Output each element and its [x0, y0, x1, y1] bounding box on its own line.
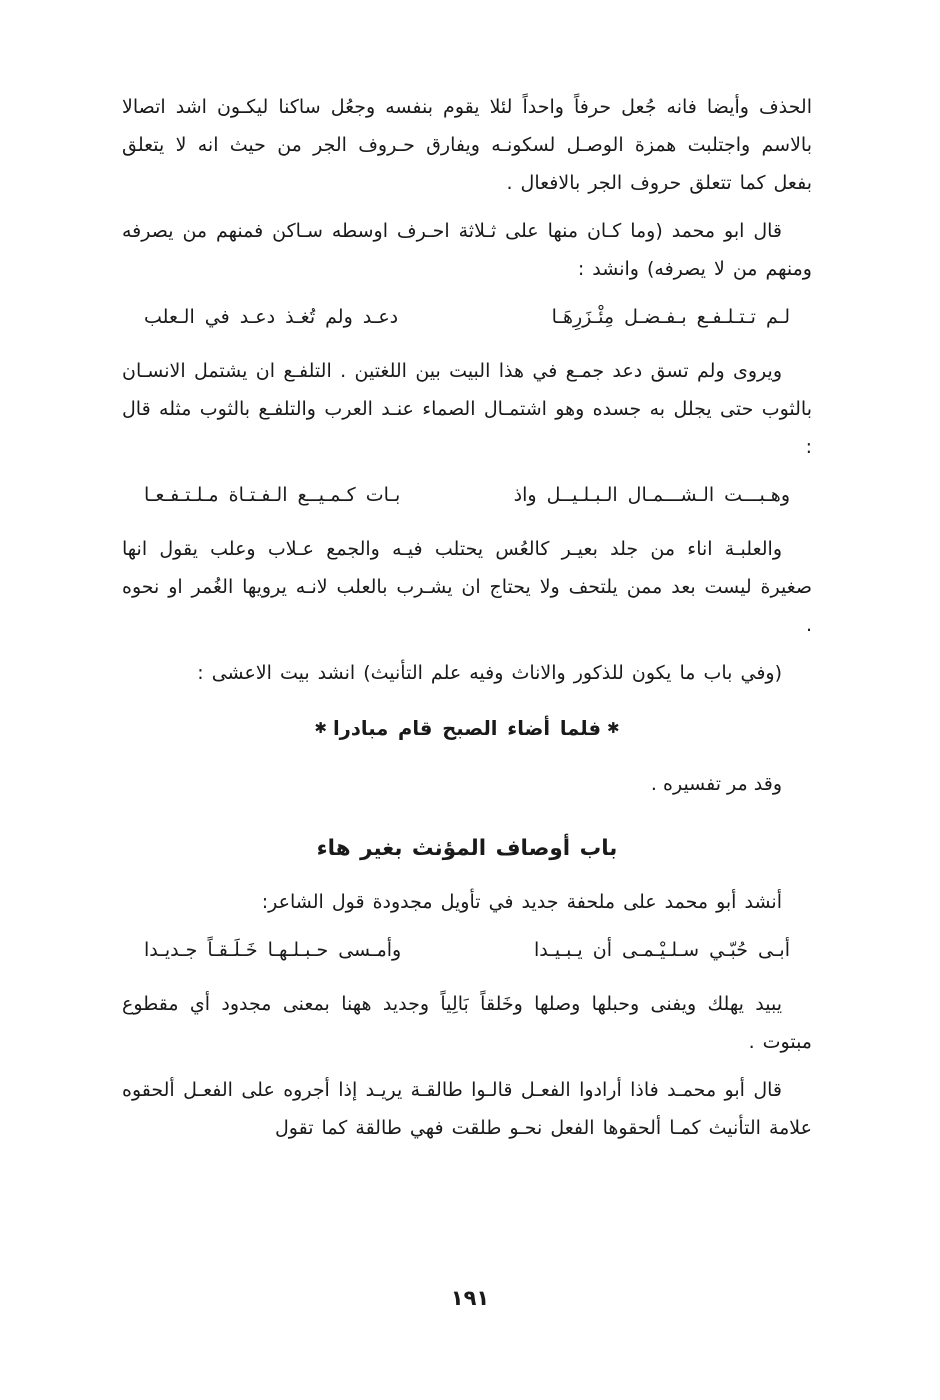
- verse-hemistich-right: وهـبـــت الـشـــمـال الـبـلـيــل واذ: [513, 484, 790, 506]
- verse-hemistich-right: لـم تـتـلـفـع بـفـضـل مِئْـزَرِهَـا: [551, 306, 790, 328]
- star-icon: ✱: [314, 719, 327, 737]
- text-block: [122, 88, 812, 1157]
- star-icon: ✱: [607, 719, 620, 737]
- page-number: ١٩١: [450, 1286, 490, 1310]
- paragraph-commentary-yabid: يبيد يهلك ويفنى وحبلها وصلها وخَلقاً بَالِياً وجديد ههنا بمعنى مجدود أي مقطوع مبتوت .: [122, 993, 812, 1053]
- section-heading: باب أوصاف المؤنث بغير هاء: [316, 836, 618, 861]
- paragraph-anshada: أنشد أبو محمد على ملحفة جديد في تأويل مجدودة قول الشاعر:: [261, 891, 782, 913]
- verse-shamal: [122, 476, 812, 514]
- verse-daad: [122, 298, 812, 336]
- centered-verse-text: فلما أضاء الصبح قام مبادرا: [333, 717, 601, 740]
- centered-verse-asha: [122, 710, 812, 749]
- paragraph-commentary-ulba: والعلبـة اناء من جلد بعيـر كالعُس يحتلب فيـه والجمع عـلاب وعلب يقول انها صغيرة ليست بعد ممن يلتحف ولا يحتاج ان يشـرب بالعلب لانـه يرويها الغُمر او نحوه .: [122, 538, 812, 636]
- verse-hemistich-right: أبـى حُبّـي سـلـيْـمـى أن يـبـيـدا: [534, 939, 790, 961]
- verse-hemistich-left: وأمـسى حـبـلـهـا خَـلَـقـاً جـديـدا: [144, 939, 402, 961]
- paragraph-qal-abu-muhammad: قال ابو محمد (وما كـان منها على ثـلاثة احـرف اوسطه سـاكن فمنهم من يصرفه ومنهم من لا يصرفه) وانشد :: [122, 220, 812, 280]
- paragraph-commentary-talaffu: ويروى ولم تسق دعد جمـع في هذا البيت بين اللغتين . التلفـع ان يشتمل الانسـان بالثوب حتى يجلل به جسده وهو اشتمـال الصماء عنـد العرب والتلفـع بالثوب مثله قال :: [122, 360, 812, 458]
- paragraph-continuation: الحذف وأيضا فانه جُعل حرفاً واحداً لئلا يقوم بنفسه وجعُل ساكنا ليكـون اشد اتصالا بالاسم واجتلبت همزة الوصـل لسكونـه ويفارق حـروف الجر من حيث انه لا يتعلق بفعل كما تتعلق حروف الجر بالافعال .: [122, 96, 812, 194]
- paragraph-final: قال أبو محمـد فاذا أرادوا الفعـل قالـوا طالقـة يريـد إذا أجروه على الفعـل ألحقوه علامة التأنيث كمـا ألحقوها الفعل نحـو طلقت فهي طالقة كما تقول: [122, 1079, 812, 1139]
- verse-hubbi-sulaima: [122, 931, 812, 969]
- verse-hemistich-left: بـات كـمـيــع الـفـتـاة مـلـتـفـعـا: [144, 484, 401, 506]
- paragraph-bab-note: (وفي باب ما يكون للذكور والاناث وفيه علم التأنيث) انشد بيت الاعشى :: [197, 662, 782, 684]
- paragraph-tafsir-note: وقد مر تفسيره .: [650, 773, 782, 795]
- verse-hemistich-left: دعـد ولم تُغـذ دعـد في الـعلب: [144, 306, 399, 328]
